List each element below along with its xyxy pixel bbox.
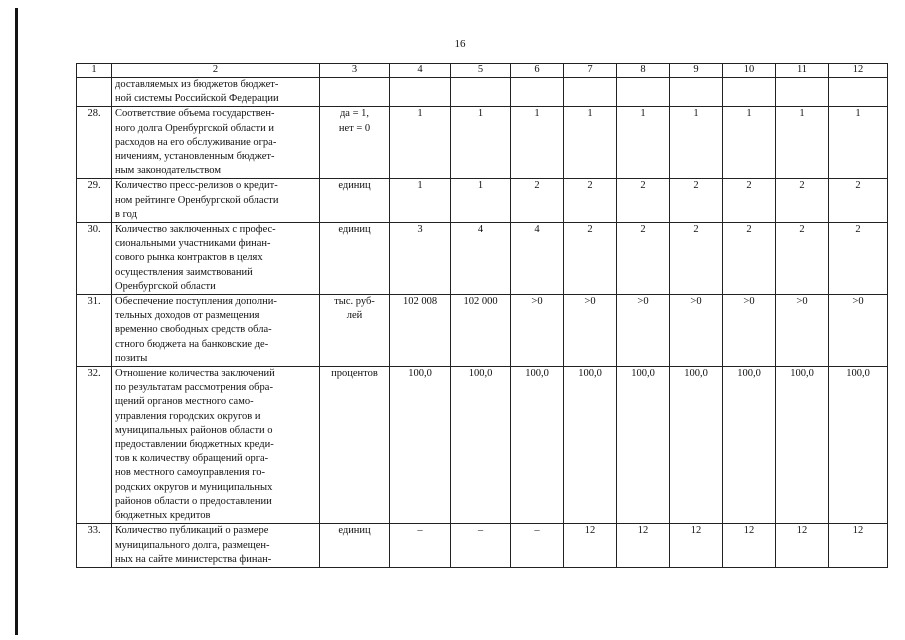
column-header-4: 4 — [390, 64, 451, 78]
value-cell: 1 — [390, 107, 451, 179]
indicator-description — [112, 524, 320, 568]
value-cell: 1 — [451, 179, 511, 223]
desc-line: Отношение количества заключений — [115, 368, 275, 380]
value-cell: 100,0 — [617, 367, 670, 524]
value-cell: 1 — [564, 107, 617, 179]
unit-line: да = 1, — [339, 108, 370, 120]
column-header-1: 1 — [77, 64, 112, 78]
unit-cell — [320, 367, 390, 524]
value-cell — [617, 78, 670, 107]
value-cell: 12 — [776, 524, 829, 568]
unit-line: единиц — [338, 180, 371, 192]
unit-line: единиц — [338, 525, 371, 537]
unit-cell — [320, 524, 390, 568]
page-edge-bar — [15, 8, 18, 635]
value-cell: 100,0 — [829, 367, 888, 524]
value-cell — [390, 78, 451, 107]
column-header-11: 11 — [776, 64, 829, 78]
column-header-7: 7 — [564, 64, 617, 78]
value-cell: >0 — [564, 295, 617, 367]
unit-cell — [320, 78, 390, 107]
value-cell: 1 — [776, 107, 829, 179]
row-number-cell: 33. — [77, 524, 112, 568]
indicator-description — [112, 295, 320, 367]
indicator-description — [112, 107, 320, 179]
column-header-9: 9 — [670, 64, 723, 78]
desc-line: районов области о предоставлении — [115, 495, 272, 507]
desc-line: доставляемых из бюджетов бюджет- — [115, 79, 279, 90]
desc-line: Количество публикаций о размере — [115, 525, 269, 537]
value-cell: – — [511, 524, 564, 568]
value-cell: 2 — [776, 179, 829, 223]
value-cell — [564, 78, 617, 107]
continuation-description — [112, 78, 320, 107]
value-cell — [829, 78, 888, 107]
value-cell: 1 — [511, 107, 564, 179]
desc-line: бюджетных кредитов — [115, 510, 211, 522]
value-cell: 2 — [829, 223, 888, 295]
indicator-table — [76, 63, 888, 568]
value-cell: 2 — [829, 179, 888, 223]
value-cell: 1 — [829, 107, 888, 179]
row-number-cell: 29. — [77, 179, 112, 223]
value-cell: – — [451, 524, 511, 568]
value-cell: 4 — [451, 223, 511, 295]
desc-line: предоставлении бюджетных креди- — [115, 439, 274, 451]
value-cell: 4 — [511, 223, 564, 295]
desc-line: щений органов местного само- — [115, 396, 254, 408]
unit-cell — [320, 223, 390, 295]
value-cell: 100,0 — [390, 367, 451, 524]
value-cell: 100,0 — [670, 367, 723, 524]
desc-line: муниципальных районов области о — [115, 424, 273, 436]
value-cell: 12 — [617, 524, 670, 568]
value-cell: 1 — [723, 107, 776, 179]
desc-line: управления городских округов и — [115, 410, 261, 422]
unit-line: единиц — [338, 224, 371, 236]
desc-line: ной системы Российской Федерации — [115, 93, 279, 105]
value-cell: 12 — [829, 524, 888, 568]
desc-line: расходов на его обслуживание огра- — [115, 136, 277, 148]
column-header-12: 12 — [829, 64, 888, 78]
desc-line: ничениям, установленным бюджет- — [115, 151, 275, 163]
value-cell: 2 — [564, 179, 617, 223]
value-cell: >0 — [511, 295, 564, 367]
column-header-3: 3 — [320, 64, 390, 78]
desc-line: тельных доходов от размещения — [115, 310, 260, 322]
value-cell: – — [390, 524, 451, 568]
table-row — [77, 107, 888, 179]
value-cell: 102 000 — [451, 295, 511, 367]
column-number-header — [77, 64, 888, 78]
row-number-cell — [77, 78, 112, 107]
value-cell: 1 — [451, 107, 511, 179]
unit-cell — [320, 179, 390, 223]
desc-line: стного бюджета на банковские де- — [115, 338, 269, 350]
desc-line: временно свободных средств обла- — [115, 324, 272, 336]
value-cell — [670, 78, 723, 107]
row-number-cell: 31. — [77, 295, 112, 367]
desc-line: Количество заключенных с профес- — [115, 224, 276, 236]
value-cell: 2 — [617, 179, 670, 223]
row-number-cell: 32. — [77, 367, 112, 524]
desc-line: Соответствие объема государствен- — [115, 108, 275, 120]
desc-line: позиты — [115, 352, 148, 364]
value-cell: >0 — [617, 295, 670, 367]
value-cell: 1 — [390, 179, 451, 223]
unit-line: тыс. руб- — [334, 296, 375, 308]
continuation-row — [77, 78, 888, 107]
value-cell: >0 — [723, 295, 776, 367]
value-cell — [511, 78, 564, 107]
table-row — [77, 295, 888, 367]
table-row — [77, 367, 888, 524]
unit-line: процентов — [331, 368, 378, 380]
desc-line: Оренбургской области — [115, 280, 216, 292]
unit-line: нет = 0 — [338, 122, 371, 134]
row-number-cell: 30. — [77, 223, 112, 295]
value-cell: 100,0 — [723, 367, 776, 524]
value-cell — [776, 78, 829, 107]
value-cell: 102 008 — [390, 295, 451, 367]
value-cell: 2 — [670, 179, 723, 223]
value-cell: >0 — [776, 295, 829, 367]
page-number: 16 — [454, 38, 466, 50]
value-cell: 2 — [511, 179, 564, 223]
value-cell: 100,0 — [564, 367, 617, 524]
value-cell: 1 — [617, 107, 670, 179]
value-cell: 2 — [723, 179, 776, 223]
desc-line: ных на сайте министерства финан- — [115, 553, 272, 565]
value-cell — [451, 78, 511, 107]
value-cell: 12 — [564, 524, 617, 568]
indicator-description — [112, 367, 320, 524]
unit-line: лей — [346, 310, 363, 322]
unit-cell — [320, 295, 390, 367]
table-row — [77, 524, 888, 568]
value-cell: 100,0 — [511, 367, 564, 524]
value-cell: 1 — [670, 107, 723, 179]
column-header-10: 10 — [723, 64, 776, 78]
desc-line: ном рейтинге Оренбургской области — [115, 194, 279, 206]
row-number-cell: 28. — [77, 107, 112, 179]
value-cell: 2 — [776, 223, 829, 295]
unit-cell — [320, 107, 390, 179]
desc-line: Количество пресс-релизов о кредит- — [115, 180, 278, 192]
value-cell: 2 — [564, 223, 617, 295]
indicator-description — [112, 179, 320, 223]
value-cell: 2 — [670, 223, 723, 295]
desc-line: Обеспечение поступления дополни- — [115, 296, 277, 308]
column-header-5: 5 — [451, 64, 511, 78]
column-header-2: 2 — [112, 64, 320, 78]
value-cell: >0 — [829, 295, 888, 367]
desc-line: нов местного самоуправления го- — [115, 467, 265, 479]
value-cell: 2 — [617, 223, 670, 295]
column-header-6: 6 — [511, 64, 564, 78]
value-cell: 100,0 — [776, 367, 829, 524]
desc-line: ным законодательством — [115, 165, 221, 177]
desc-line: сиональными участниками финан- — [115, 238, 271, 250]
desc-line: муниципального долга, размещен- — [115, 539, 270, 551]
desc-line: тов к количеству обращений орга- — [115, 453, 269, 465]
value-cell: 2 — [723, 223, 776, 295]
desc-line: осуществления заимствований — [115, 266, 253, 278]
desc-line: родских округов и муниципальных — [115, 481, 273, 493]
desc-line: ного долга Оренбургской области и — [115, 122, 275, 134]
value-cell: 12 — [670, 524, 723, 568]
table-row — [77, 223, 888, 295]
value-cell: 12 — [723, 524, 776, 568]
column-header-8: 8 — [617, 64, 670, 78]
value-cell — [723, 78, 776, 107]
indicator-description — [112, 223, 320, 295]
desc-line: сового рынка контрактов в целях — [115, 252, 263, 264]
value-cell: 3 — [390, 223, 451, 295]
desc-line: в год — [115, 208, 137, 220]
desc-line: по результатам рассмотрения обра- — [115, 382, 273, 394]
table-row — [77, 179, 888, 223]
value-cell: >0 — [670, 295, 723, 367]
value-cell: 100,0 — [451, 367, 511, 524]
